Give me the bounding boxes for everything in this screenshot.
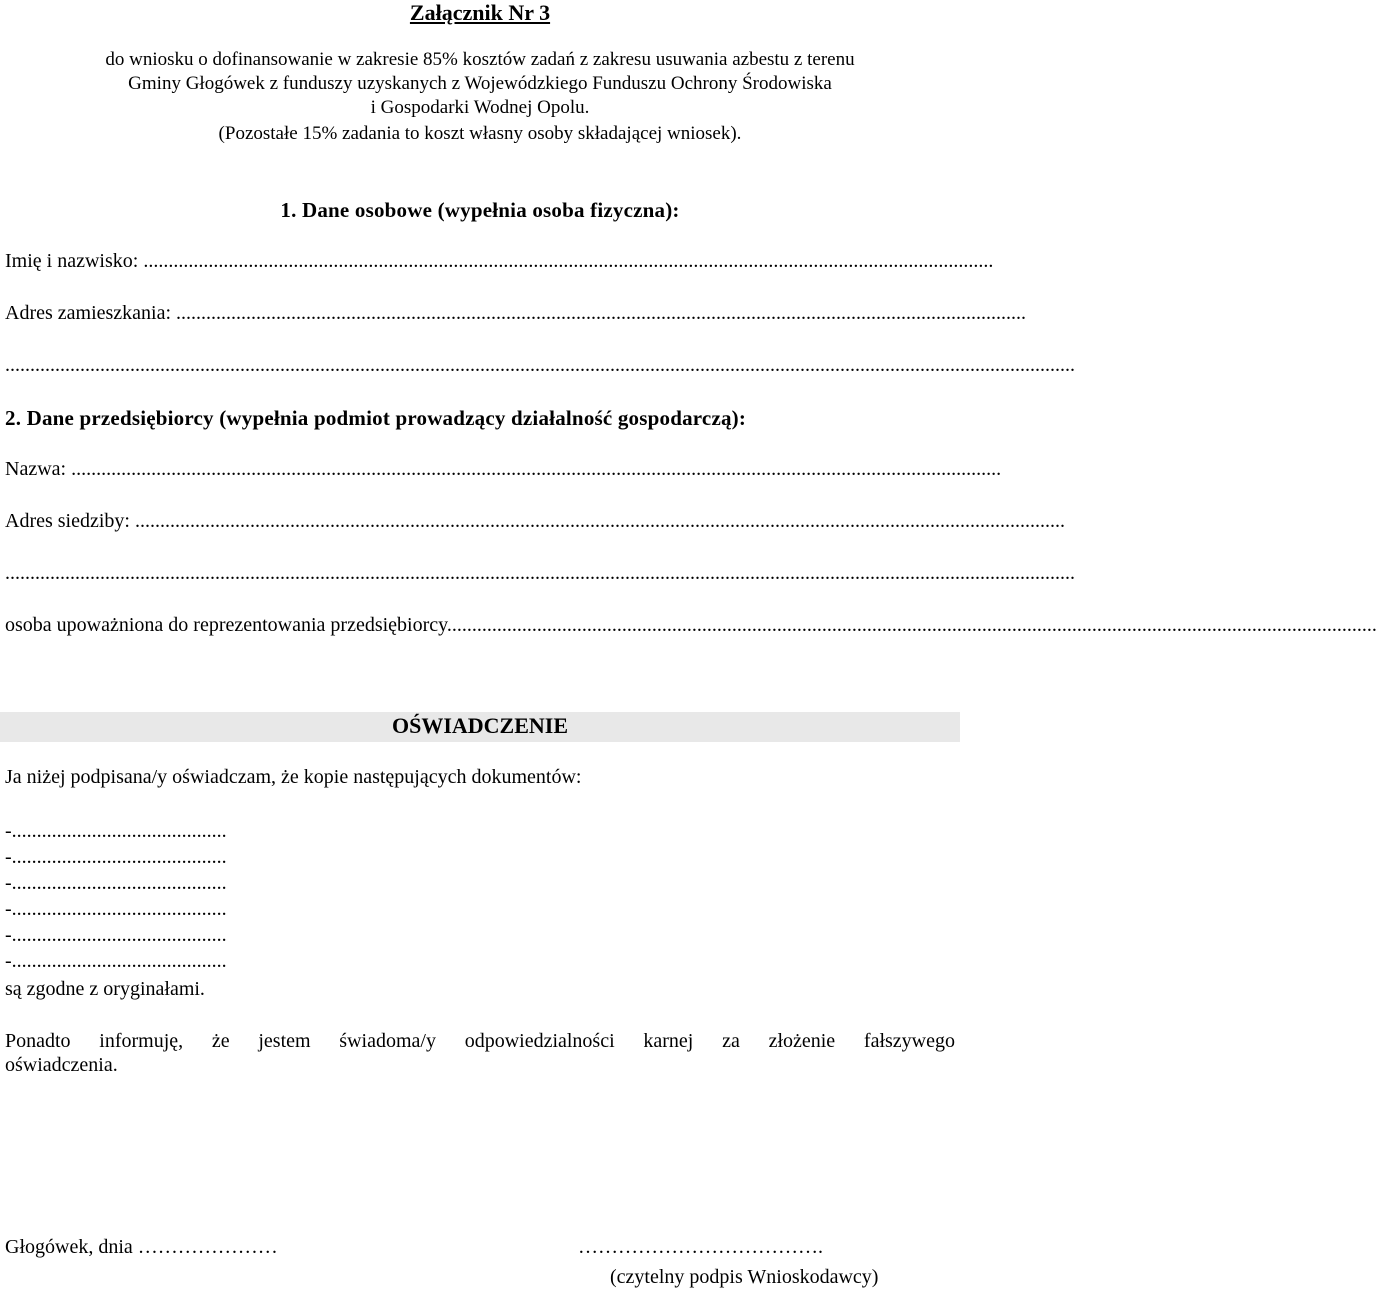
liability-statement: Ponadto informuję, że jestem świadoma/y odpowiedzialności karnej za złożenie fałszywego: [5, 1030, 955, 1052]
full-name-label: Imię i nazwisko:: [5, 250, 144, 272]
intro-line-1: do wniosku o dofinansowanie w zakresie 85% kosztów zadań z zakresu usuwania azbestu z terenu: [105, 49, 855, 70]
representative-field[interactable]: [5, 614, 1377, 637]
document-line-5[interactable]: -...........................................: [5, 924, 227, 946]
fill-dots: ......................................................................................................................................................................................................................: [5, 562, 1075, 584]
document-line-1[interactable]: -...........................................: [5, 820, 227, 842]
signature-line[interactable]: ……………………………….: [578, 1236, 823, 1258]
signature-caption: (czytelny podpis Wnioskodawcy): [610, 1266, 879, 1288]
intro-line-3: i Gospodarki Wodnej Opolu.: [370, 97, 590, 118]
document-line-2[interactable]: -...........................................: [5, 846, 227, 868]
section1-heading: 1. Dane osobowe (wypełnia osoba fizyczna):: [280, 198, 680, 222]
full-name-field[interactable]: [5, 250, 994, 273]
fill-dots: ..........................................................................................................................................................................................: [446, 614, 1377, 636]
home-address-field[interactable]: [5, 302, 1027, 325]
document-title: Załącznik Nr 3: [409, 0, 551, 25]
fill-dots: ..........................................................................................................................................................................: [143, 250, 994, 272]
document-line-6[interactable]: -...........................................: [5, 950, 227, 972]
home-address-continuation-field[interactable]: [5, 354, 1075, 377]
statement-conclusion: są zgodne z oryginałami.: [5, 978, 205, 1000]
home-address-label: Adres zamieszkania:: [5, 302, 177, 324]
company-address-field[interactable]: [5, 510, 1065, 533]
fill-dots: ......................................................................................................................................................................................................................: [5, 354, 1075, 376]
section2-heading: 2. Dane przedsiębiorcy (wypełnia podmiot prowadzący działalność gospodarczą):: [5, 406, 747, 430]
place-and-date[interactable]: Głogówek, dnia …………………: [5, 1236, 278, 1258]
statement-intro: Ja niżej podpisana/y oświadczam, że kopie następujących dokumentów:: [5, 766, 582, 788]
intro-line-2: Gminy Głogówek z funduszy uzyskanych z Wojewódzkiego Funduszu Ochrony Środowiska: [128, 73, 832, 94]
company-address-continuation-field[interactable]: [5, 562, 1075, 585]
fill-dots: ..........................................................................................................................................................................: [176, 302, 1027, 324]
company-name-field[interactable]: [5, 458, 1002, 481]
fill-dots: ..........................................................................................................................................................................................: [71, 458, 1002, 480]
representative-label: osoba upoważniona do reprezentowania przedsiębiorcy: [5, 614, 447, 636]
company-address-label: Adres siedziby:: [5, 510, 135, 532]
liability-statement-end: oświadczenia.: [5, 1054, 118, 1076]
fill-dots: ..........................................................................................................................................................................................: [134, 510, 1065, 532]
document-line-4[interactable]: -...........................................: [5, 898, 227, 920]
intro-line-4: (Pozostałe 15% zadania to koszt własny osoby składającej wniosek).: [218, 123, 742, 144]
statement-heading: OŚWIADCZENIE: [391, 713, 569, 738]
company-name-label: Nazwa:: [5, 458, 72, 480]
document-line-3[interactable]: -...........................................: [5, 872, 227, 894]
